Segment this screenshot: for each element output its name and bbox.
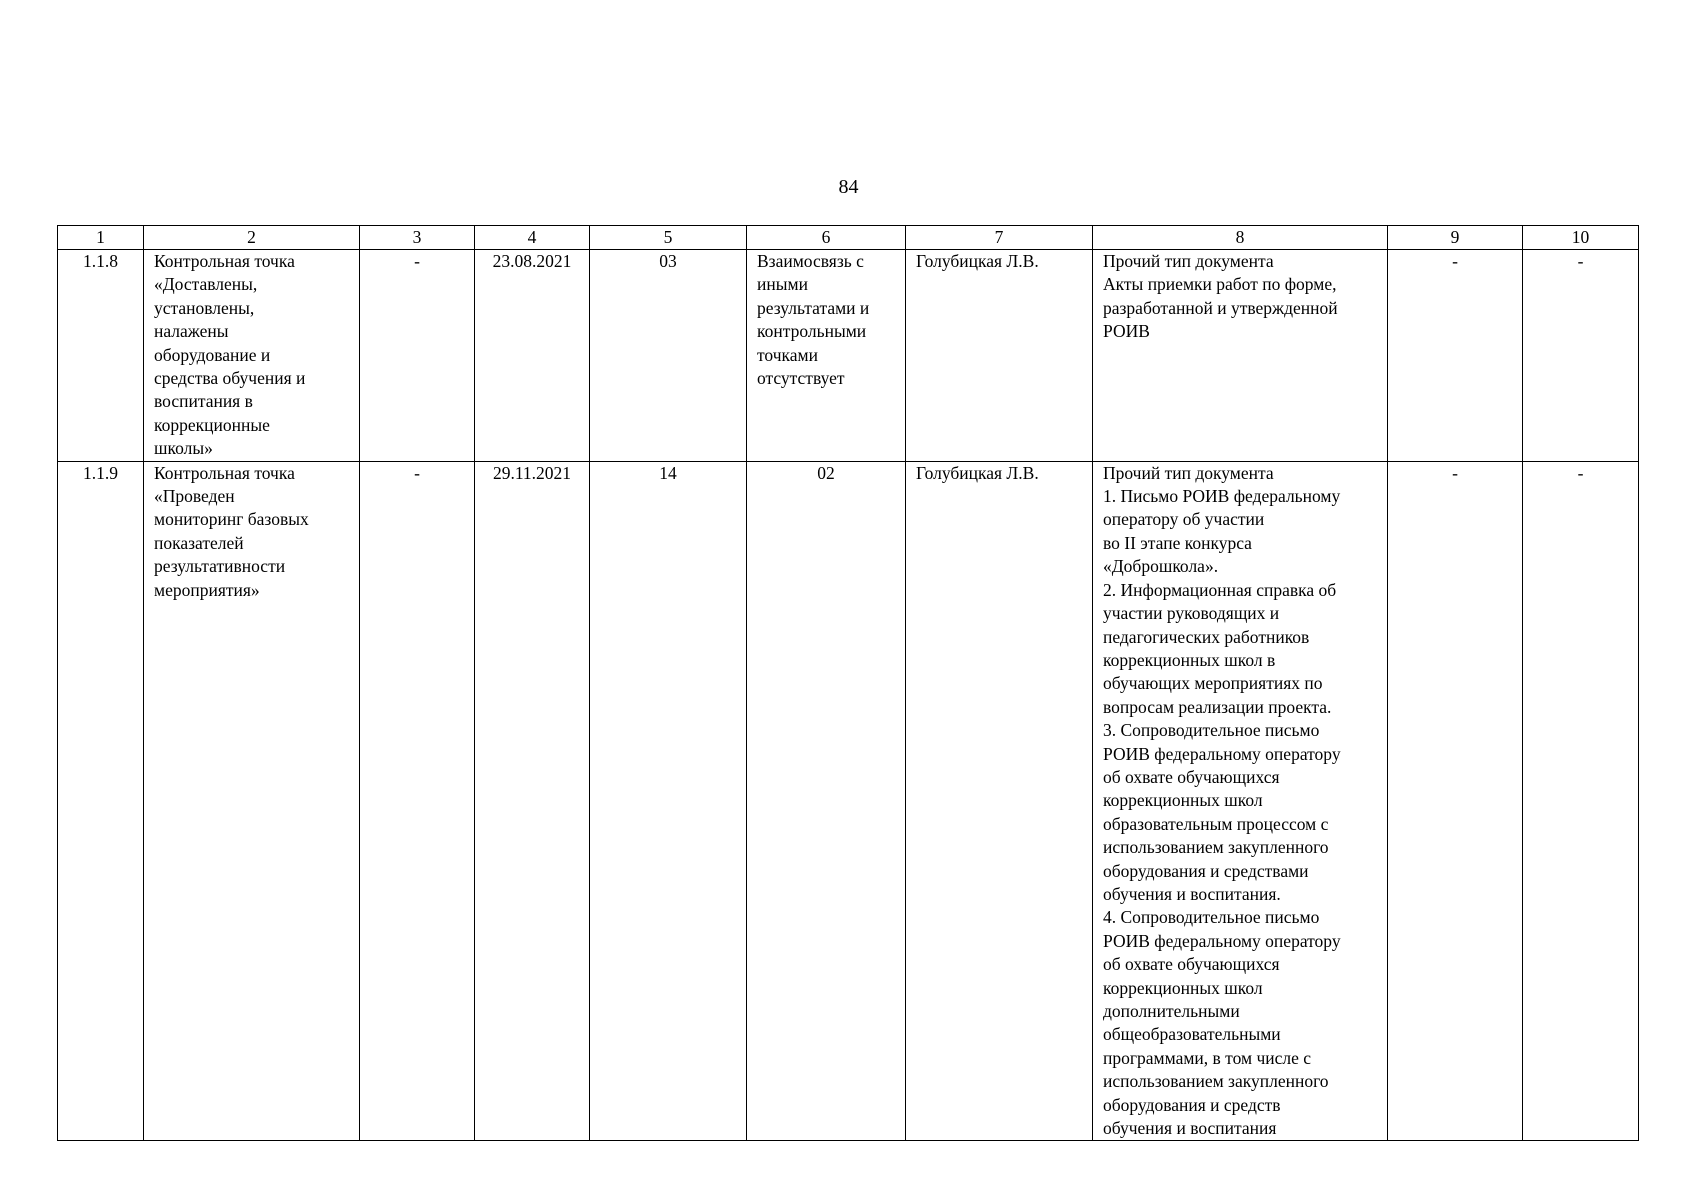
table-header-row [58,226,1639,250]
column-10-cell: - [1523,250,1639,462]
header-cell-5: 5 [590,226,747,250]
header-cell-10: 10 [1523,226,1639,250]
row-number-cell: 1.1.8 [58,250,144,462]
responsible-cell: Голубицкая Л.В. [906,250,1093,462]
page-number: 84 [838,176,859,198]
document-type-cell: Прочий тип документа Акты приемки работ по форме, разработанной и утвержденной РОИВ [1093,250,1388,462]
column-9-cell: - [1388,250,1523,462]
column-5-cell: 14 [590,461,747,1141]
row-number-cell: 1.1.9 [58,461,144,1141]
header-cell-7: 7 [906,226,1093,250]
table-row [58,250,1639,462]
header-cell-6: 6 [747,226,906,250]
table-row [58,461,1639,1141]
document-type-cell: Прочий тип документа 1. Письмо РОИВ федеральному оператору об участии во II этапе конкурса «Доброшкола». 2. Информационная справка об участии руководящих и педагогических работников коррекционных школ в обучающих мероприятиях по вопросам реализации проекта. 3. Сопроводительное письмо РОИВ федеральному оператору об охвате обучающихся коррекционных школ образовательным процессом с использованием закупленного оборудования и средствами обучения и воспитания. 4. Сопроводительное письмо РОИВ федеральному оператору об охвате обучающихся коррекционных школ дополнительными общеобразовательными программами, в том числе с использованием закупленного оборудования и средств обучения и воспитания [1093,461,1388,1141]
relation-cell: 02 [747,461,906,1141]
header-cell-1: 1 [58,226,144,250]
column-3-cell: - [360,250,475,462]
document-table [57,225,1639,1141]
header-cell-8: 8 [1093,226,1388,250]
header-cell-3: 3 [360,226,475,250]
header-cell-2: 2 [144,226,360,250]
responsible-cell: Голубицкая Л.В. [906,461,1093,1141]
relation-cell: Взаимосвязь с иными результатами и контрольными точками отсутствует [747,250,906,462]
milestone-name-cell: Контрольная точка «Проведен мониторинг базовых показателей результативности мероприятия» [144,461,360,1141]
column-10-cell: - [1523,461,1639,1141]
header-cell-9: 9 [1388,226,1523,250]
date-cell: 23.08.2021 [475,250,590,462]
column-9-cell: - [1388,461,1523,1141]
milestone-name-cell: Контрольная точка «Доставлены, установлены, налажены оборудование и средства обучения и воспитания в коррекционные школы» [144,250,360,462]
column-3-cell: - [360,461,475,1141]
header-cell-4: 4 [475,226,590,250]
column-5-cell: 03 [590,250,747,462]
date-cell: 29.11.2021 [475,461,590,1141]
